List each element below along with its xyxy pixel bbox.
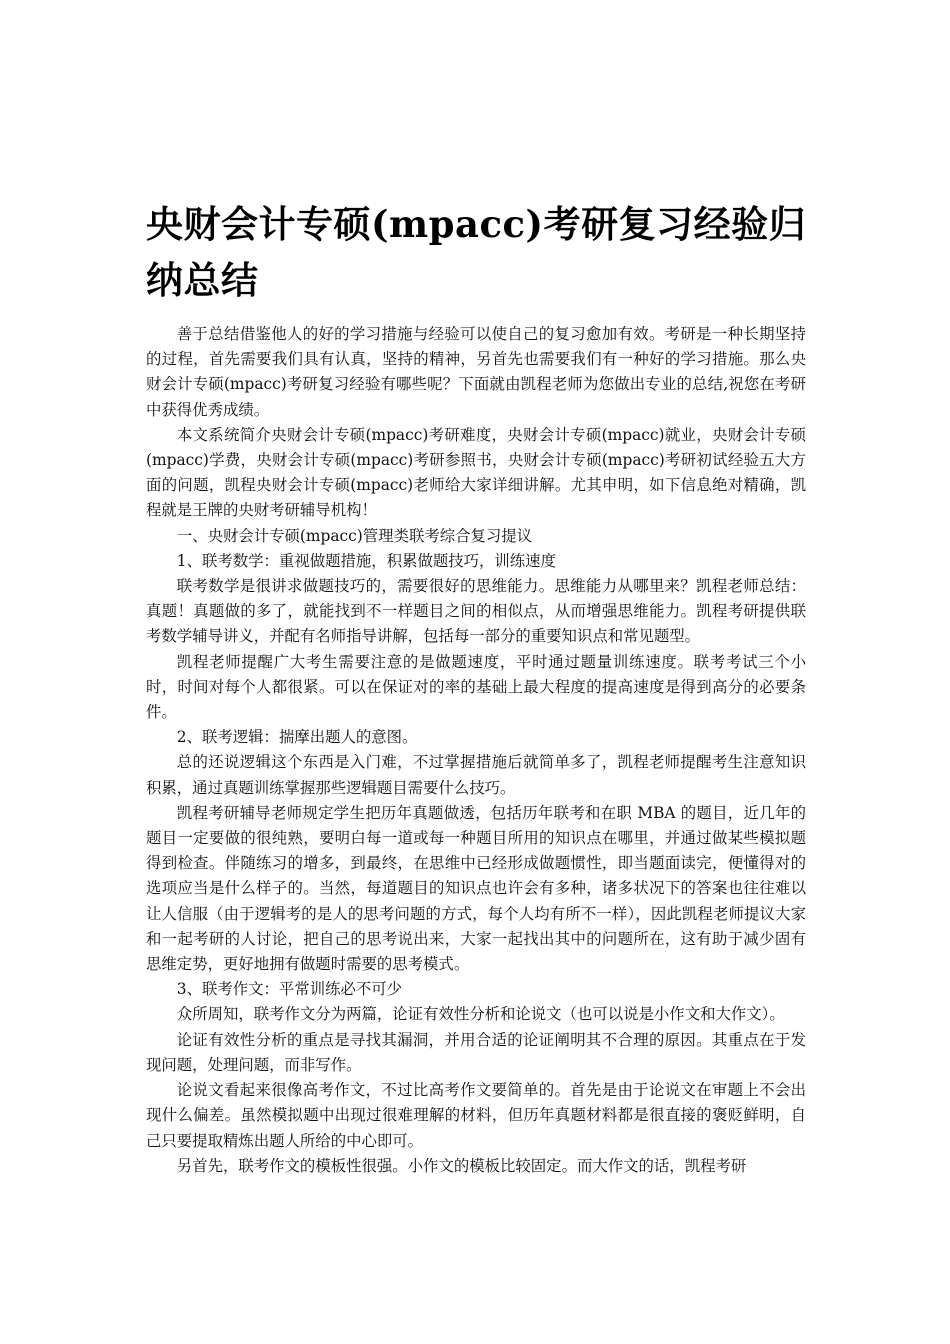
subheading-writing: 3、联考作文：平常训练必不可少 [176, 980, 403, 999]
paragraph-math-2: 凯程老师提醒广大考生需要注意的是做题速度，平时通过题量训练速度。联考考试三个小时，时间对每个人都很紧。可以在保证对的率的基础上最大程度的提高速度是得到高分的必要条件。 [146, 652, 806, 722]
subheading-math: 1、联考数学：重视做题措施，积累做题技巧，训练速度 [176, 551, 556, 570]
paragraph-writing-3: 论说文看起来很像高考作文，不过比高考作文要简单的。首先是由于论说文在审题上不会出现什么偏差。虽然模拟题中出现过很难理解的材料，但历年真题材料都是很直接的褒贬鲜明，自己只要提取精炼出题人所给的中心即可。 [146, 1081, 806, 1150]
document-body [146, 322, 806, 1179]
paragraph-logic-2: 凯程考研辅导老师规定学生把历年真题做透，包括历年联考和在职 MBA 的题目，近几年的题目一定要做的很纯熟，要明白每一道或每一种题目所用的知识点在哪里，并通过做某些模拟题得到检查。伴随练习的增多，到最终，在思维中已经形成做题惯性，即当题面读完，便懂得对的选项应当是什么样子的。当然，每道题目的知识点也许会有多种，诸多状况下的答案也往往难以让人信服（由于逻辑考的是人的思考问题的方式，每个人均有所不一样），因此凯程老师提议大家和一起考研的人讨论，把自己的思考说出来，大家一起找出其中的问题所在，这有助于减少固有思维定势，更好地拥有做题时需要的思考模式。 [146, 803, 806, 974]
paragraph-logic-1: 总的还说逻辑这个东西是入门难，不过掌握措施后就简单多了，凯程老师提醒考生注意知识积累，通过真题训练掌握那些逻辑题目需要什么技巧。 [146, 753, 806, 797]
paragraph-intro: 善于总结借鉴他人的好的学习措施与经验可以使自己的复习愈加有效。考研是一种长期坚持的过程，首先需要我们具有认真，坚持的精神，另首先也需要我们有一种好的学习措施。那么央财会计专硕(mpacc)考研复习经验有哪些呢？下面就由凯程老师为您做出专业的总结,祝您在考研中获得优秀成绩。 [146, 325, 806, 419]
paragraph-math-1: 联考数学是很讲求做题技巧的，需要很好的思维能力。思维能力从哪里来？凯程老师总结：真题！真题做的多了，就能找到不一样题目之间的相似点，从而增强思维能力。凯程考研提供联考数学辅导讲义，并配有名师指导讲解，包括每一部分的重要知识点和常见题型。 [146, 577, 806, 646]
paragraph-writing-4: 另首先，联考作文的模板性很强。小作文的模板比较固定。而大作文的话，凯程考研 [176, 1156, 747, 1175]
paragraph-writing-2: 论证有效性分析的重点是寻找其漏洞，并用合适的论证阐明其不合理的原因。其重点在于发现问题，处理问题，而非写作。 [146, 1030, 806, 1074]
document-title: 央财会计专硕(mpacc)考研复习经验归纳总结 [146, 202, 807, 302]
subheading-logic: 2、联考逻辑：揣摩出题人的意图。 [176, 728, 418, 747]
paragraph-writing-1: 众所周知，联考作文分为两篇，论证有效性分析和论说文（也可以说是小作文和大作文）。 [176, 1005, 785, 1024]
paragraph-overview: 本文系统简介央财会计专硕(mpacc)考研难度，央财会计专硕(mpacc)就业，央财会计专硕(mpacc)学费，央财会计专硕(mpacc)考研参照书，央财会计专硕(mpacc)考研初试经验五大方面的问题，凯程央财会计专硕(mpacc)老师给大家详细讲解。尤其申明，如下信息绝对精确，凯程就是王牌的央财考研辅导机构！ [146, 425, 806, 520]
section-heading-1: 一、央财会计专硕(mpacc)管理类联考综合复习提议 [176, 526, 533, 545]
